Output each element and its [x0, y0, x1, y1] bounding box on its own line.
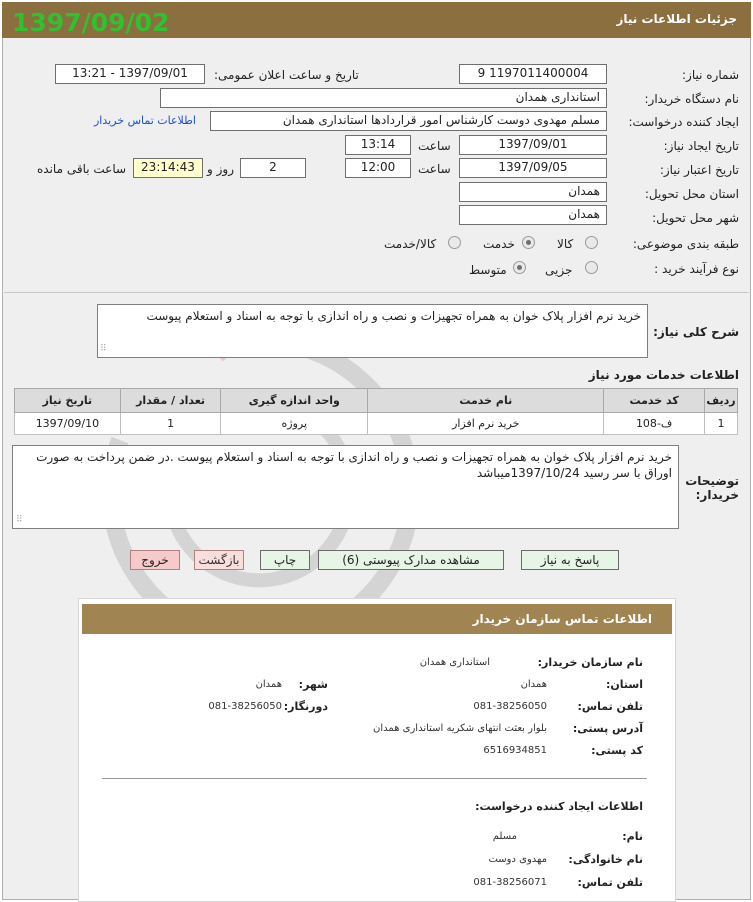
category-both-radio[interactable] — [448, 236, 461, 249]
services-title: اطلاعات خدمات مورد نیاز — [588, 368, 739, 382]
creator-phone-label: تلفن تماس: — [577, 876, 643, 889]
validity-date-field: 1397/09/05 — [459, 158, 607, 178]
category-service-radio[interactable] — [522, 236, 535, 249]
divider — [4, 292, 749, 293]
process-label: نوع فرآیند خرید : — [654, 262, 739, 276]
org-value: استانداری همدان — [419, 657, 490, 668]
cell-code: ف-108 — [604, 413, 705, 435]
resize-grip-icon[interactable]: ⠿ — [100, 344, 107, 354]
page-title: جزئیات اطلاعات نیاز — [616, 12, 737, 26]
category-service-label: خدمت — [483, 237, 515, 251]
phone-label: تلفن تماس: — [577, 700, 643, 713]
announce-field: 1397/09/01 - 13:21 — [55, 64, 205, 84]
name-label: نام: — [622, 830, 643, 843]
resize-grip-icon[interactable]: ⠿ — [16, 515, 23, 525]
creator-phone-value: 081-38256071 — [473, 877, 547, 888]
cell-qty: 1 — [120, 413, 221, 435]
postal-label: کد پستی: — [591, 744, 643, 757]
buyer-org-field: استانداری همدان — [160, 88, 607, 108]
buyer-org-label: نام دستگاه خریدار: — [644, 92, 739, 106]
fax-value: 081-38256050 — [208, 701, 282, 712]
print-button[interactable]: چاپ — [260, 550, 310, 570]
col-date: تاریخ نیاز — [15, 389, 121, 413]
org-label: نام سازمان خریدار: — [537, 656, 643, 669]
col-name: نام خدمت — [368, 389, 604, 413]
province-label: استان محل تحویل: — [644, 187, 739, 201]
process-medium-label: متوسط — [469, 263, 507, 277]
province-card-label: استان: — [606, 678, 643, 691]
announce-label: تاریخ و ساعت اعلان عمومی: — [214, 68, 359, 82]
remaining-time-field: 23:14:43 — [133, 158, 203, 178]
view-documents-button[interactable]: مشاهده مدارک پیوستی (6) — [318, 550, 504, 570]
city-card-label: شهر: — [298, 678, 328, 691]
city-field: همدان — [459, 205, 607, 225]
summary-textarea[interactable] — [97, 304, 648, 358]
create-date-field: 1397/09/01 — [459, 135, 607, 155]
need-number-label: شماره نیاز: — [682, 68, 739, 82]
buyer-notes-label: توضیحات خریدار: — [685, 474, 739, 502]
col-row: ردیف — [704, 389, 737, 413]
create-time-field: 13:14 — [345, 135, 411, 155]
back-button[interactable]: بازگشت — [194, 550, 244, 570]
summary-label: شرح کلی نیاز: — [653, 325, 739, 339]
province-field: همدان — [459, 182, 607, 202]
fax-label: دورنگار: — [283, 700, 328, 713]
cell-date: 1397/09/10 — [15, 413, 121, 435]
buyer-contact-link[interactable]: اطلاعات تماس خریدار — [94, 114, 196, 127]
category-goods-label: کالا — [557, 237, 574, 251]
city-card-value: همدان — [255, 679, 282, 690]
process-minor-label: جزیی — [545, 263, 573, 277]
address-label: آدرس پستی: — [572, 722, 643, 735]
table-row[interactable] — [15, 413, 738, 435]
creator-field: مسلم مهدوی دوست کارشناس امور قراردادها استانداری همدان — [210, 111, 607, 131]
category-label: طبقه بندی موضوعی: — [632, 237, 739, 251]
family-label: نام خانوادگی: — [568, 853, 643, 866]
name-value: مسلم — [492, 831, 517, 842]
process-minor-radio[interactable] — [585, 261, 598, 274]
exit-button[interactable]: خروج — [130, 550, 180, 570]
province-card-value: همدان — [520, 679, 547, 690]
category-both-label: کالا/خدمت — [384, 237, 437, 251]
city-label: شهر محل تحویل: — [652, 211, 739, 225]
validity-time-field: 12:00 — [345, 158, 411, 178]
days-label: روز و — [207, 162, 234, 176]
watermark-date: 1397/09/02 — [12, 8, 170, 37]
address-value: بلوار بعثت انتهای شکریه استانداری همدان — [373, 723, 547, 734]
creator-label: ایجاد کننده درخواست: — [628, 115, 739, 129]
need-number-field: 1197011400004 9 — [459, 64, 607, 84]
table-header-row — [15, 389, 738, 413]
cell-unit: پروژه — [221, 413, 368, 435]
summary-text: خرید نرم افزار پلاک خوان به همراه تجهیزات و نصب و راه اندازی با توجه به اسناد و استعلام پیوست — [146, 309, 641, 323]
card-divider — [102, 778, 647, 779]
services-table — [14, 388, 738, 435]
cell-name: خرید نرم افزار — [368, 413, 604, 435]
create-date-label: تاریخ ایجاد نیاز: — [663, 139, 739, 153]
days-field: 2 — [240, 158, 306, 178]
creator-section-title: اطلاعات ایجاد کننده درخواست: — [475, 800, 643, 813]
contact-card-header — [82, 604, 672, 634]
validity-label: تاریخ اعتبار نیاز: — [659, 163, 739, 177]
remaining-label: ساعت باقی مانده — [37, 162, 127, 176]
contact-card-title: اطلاعات تماس سازمان خریدار — [472, 612, 652, 626]
process-medium-radio[interactable] — [513, 261, 526, 274]
cell-row: 1 — [704, 413, 737, 435]
col-code: کد خدمت — [604, 389, 705, 413]
postal-value: 6516934851 — [483, 745, 547, 756]
validity-time-label: ساعت — [418, 162, 451, 176]
buyer-notes-text: خرید نرم افزار پلاک خوان به همراه تجهیزات و نصب و راه اندازی با توجه به اسناد و استعلام پیوست .در ضمن پرداخت به صورت اوراق با سر رسید 1397/10/24میباشد — [36, 450, 672, 480]
create-time-label: ساعت — [418, 139, 451, 153]
buyer-notes-textarea[interactable] — [12, 445, 679, 529]
family-value: مهدوی دوست — [488, 854, 547, 865]
col-qty: تعداد / مقدار — [120, 389, 221, 413]
phone-value: 081-38256050 — [473, 701, 547, 712]
reply-button[interactable]: پاسخ به نیاز — [521, 550, 619, 570]
col-unit: واحد اندازه گیری — [221, 389, 368, 413]
category-goods-radio[interactable] — [585, 236, 598, 249]
